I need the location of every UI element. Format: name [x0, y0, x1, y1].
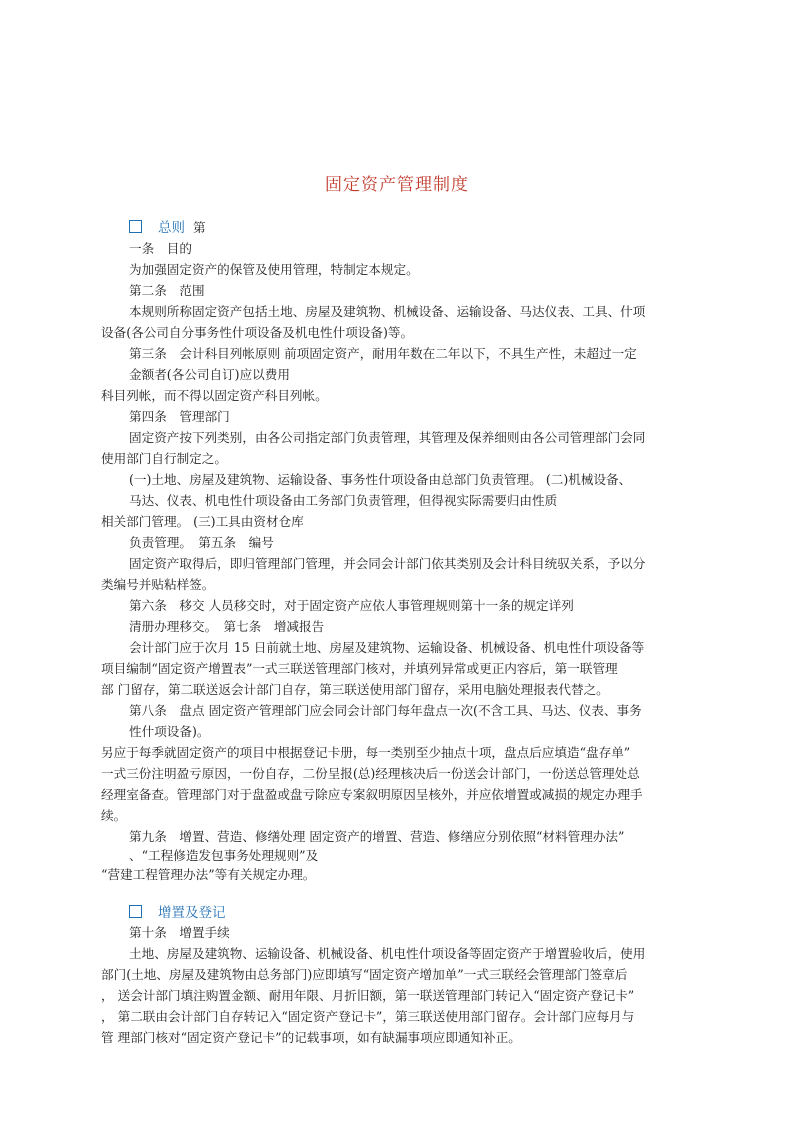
text-line: 固定资产取得后，即归管理部门管理，并会同会计部门依其类别及会计科目统驭关系，予以分: [129, 556, 646, 571]
text-line: 第六条 移交 人员移交时，对于固定资产应依人事管理规则第十一条的规定详列: [129, 598, 574, 613]
text-line: 、“工程修造发包事务处理规则”及: [129, 848, 319, 863]
text-line: 部 门留存，第二联送返会计部门自存，第三联送使用部门留存，采用电脑处理报表代替之。: [101, 682, 609, 697]
text-line: 经理室备查。管理部门对于盘盈或盘亏除应专案叙明原因呈核外，并应依增置或减损的规定办理手: [101, 787, 643, 802]
text-line: 另应于每季就固定资产的项目中根据登记卡册，每一类别至少抽点十项，盘点后应填造“盘存单”: [101, 745, 631, 760]
text-line: 一条 目的: [129, 241, 192, 256]
section-heading-general: [129, 219, 206, 237]
text-line: (一)土地、房屋及建筑物、运输设备、事务性什项设备由总部门负责管理。 (二)机械设备、: [129, 472, 632, 487]
text-line: 第十条 增置手续: [129, 925, 230, 940]
text-line: ， 第二联由会计部门自存转记入“固定资产登记卡”，第三联送使用部门留存。会计部门应每月与: [101, 1009, 635, 1024]
text-line: 部门(土地、房屋及建筑物由总务部门)应即填写“固定资产增加单”一式三联经会管理部门签章后: [101, 967, 628, 982]
text-line: 马达、仪表、机电性什项设备由工务部门负责管理，但得视实际需要归由性质: [129, 493, 558, 508]
text-line: 为加强固定资产的保管及使用管理，特制定本规定。: [129, 262, 419, 277]
text-line: 第二条 范围: [129, 283, 205, 298]
section-heading-label: 总则: [158, 220, 185, 236]
text-line: 第三条 会计科目列帐原则 前项固定资产，耐用年数在二年以下，不具生产性，未超过一定: [129, 346, 637, 361]
text-line: ， 送会计部门填注购置金额、耐用年限、月折旧额，第一联送管理部门转记入“固定资产登记卡”: [101, 988, 635, 1003]
text-line: “营建工程管理办法”等有关规定办理。: [101, 867, 316, 882]
text-line: 本规则所称固定资产包括土地、房屋及建筑物、机械设备、运输设备、马达仪表、工具、什项: [129, 304, 646, 319]
text-line: 类编号并贴粘样签。: [101, 577, 215, 592]
section-heading-additions: [129, 904, 226, 922]
text-line: 第九条 增置、营造、修缮处理 固定资产的增置、营造、修缮应分别依照“材料管理办法”: [129, 829, 625, 844]
text-line: 土地、房屋及建筑物、运输设备、机械设备、机电性什项设备等固定资产于增置验收后，使用: [129, 946, 646, 961]
text-line: 第四条 管理部门: [129, 409, 230, 424]
page-title: 固定资产管理制度: [325, 175, 469, 195]
section-heading-label: 增置及登记: [158, 905, 226, 921]
text-line: 项目编制“固定资产增置表”一式三联送管理部门核对，并填列异常或更正内容后，第一联管理: [101, 661, 618, 676]
text-line: 性什项设备)。: [129, 724, 210, 739]
text-line: 科目列帐，而不得以固定资产科目列帐。: [101, 388, 328, 403]
text-line: 金额者(各公司自订)应以费用: [129, 367, 290, 382]
text-line: 清册办理移交。 第七条 增减报告: [129, 619, 325, 634]
checkbox-icon: [129, 905, 142, 918]
text-line: 设备(各公司自分事务性什项设备及机电性什项设备)等。: [101, 325, 414, 340]
text-line: 负责管理。 第五条 编号: [129, 535, 274, 550]
text-line: 续。: [101, 808, 127, 823]
text-line: 第八条 盘点 固定资产管理部门应会同会计部门每年盘点一次(不含工具、马达、仪表、事务: [129, 703, 642, 718]
section-heading-suffix: 第: [193, 220, 206, 235]
text-line: 管 理部门核对“固定资产登记卡”的记载事项，如有缺漏事项应即通知补正。: [101, 1030, 521, 1045]
text-line: 会计部门应于次月 15 日前就土地、房屋及建筑物、运输设备、机械设备、机电性什项设备等: [129, 640, 645, 655]
text-line: 一式三份注明盈亏原因，一份自存，二份呈报(总)经理核决后一份送会计部门，一份送总管理处总: [101, 766, 640, 781]
text-line: 相关部门管理。 (三)工具由资材仓库: [101, 514, 304, 529]
checkbox-icon: [129, 220, 142, 233]
text-line: 使用部门自行制定之。: [101, 451, 227, 466]
text-line: 固定资产按下列类别，由各公司指定部门负责管理，其管理及保养细则由各公司管理部门会同: [129, 430, 646, 445]
